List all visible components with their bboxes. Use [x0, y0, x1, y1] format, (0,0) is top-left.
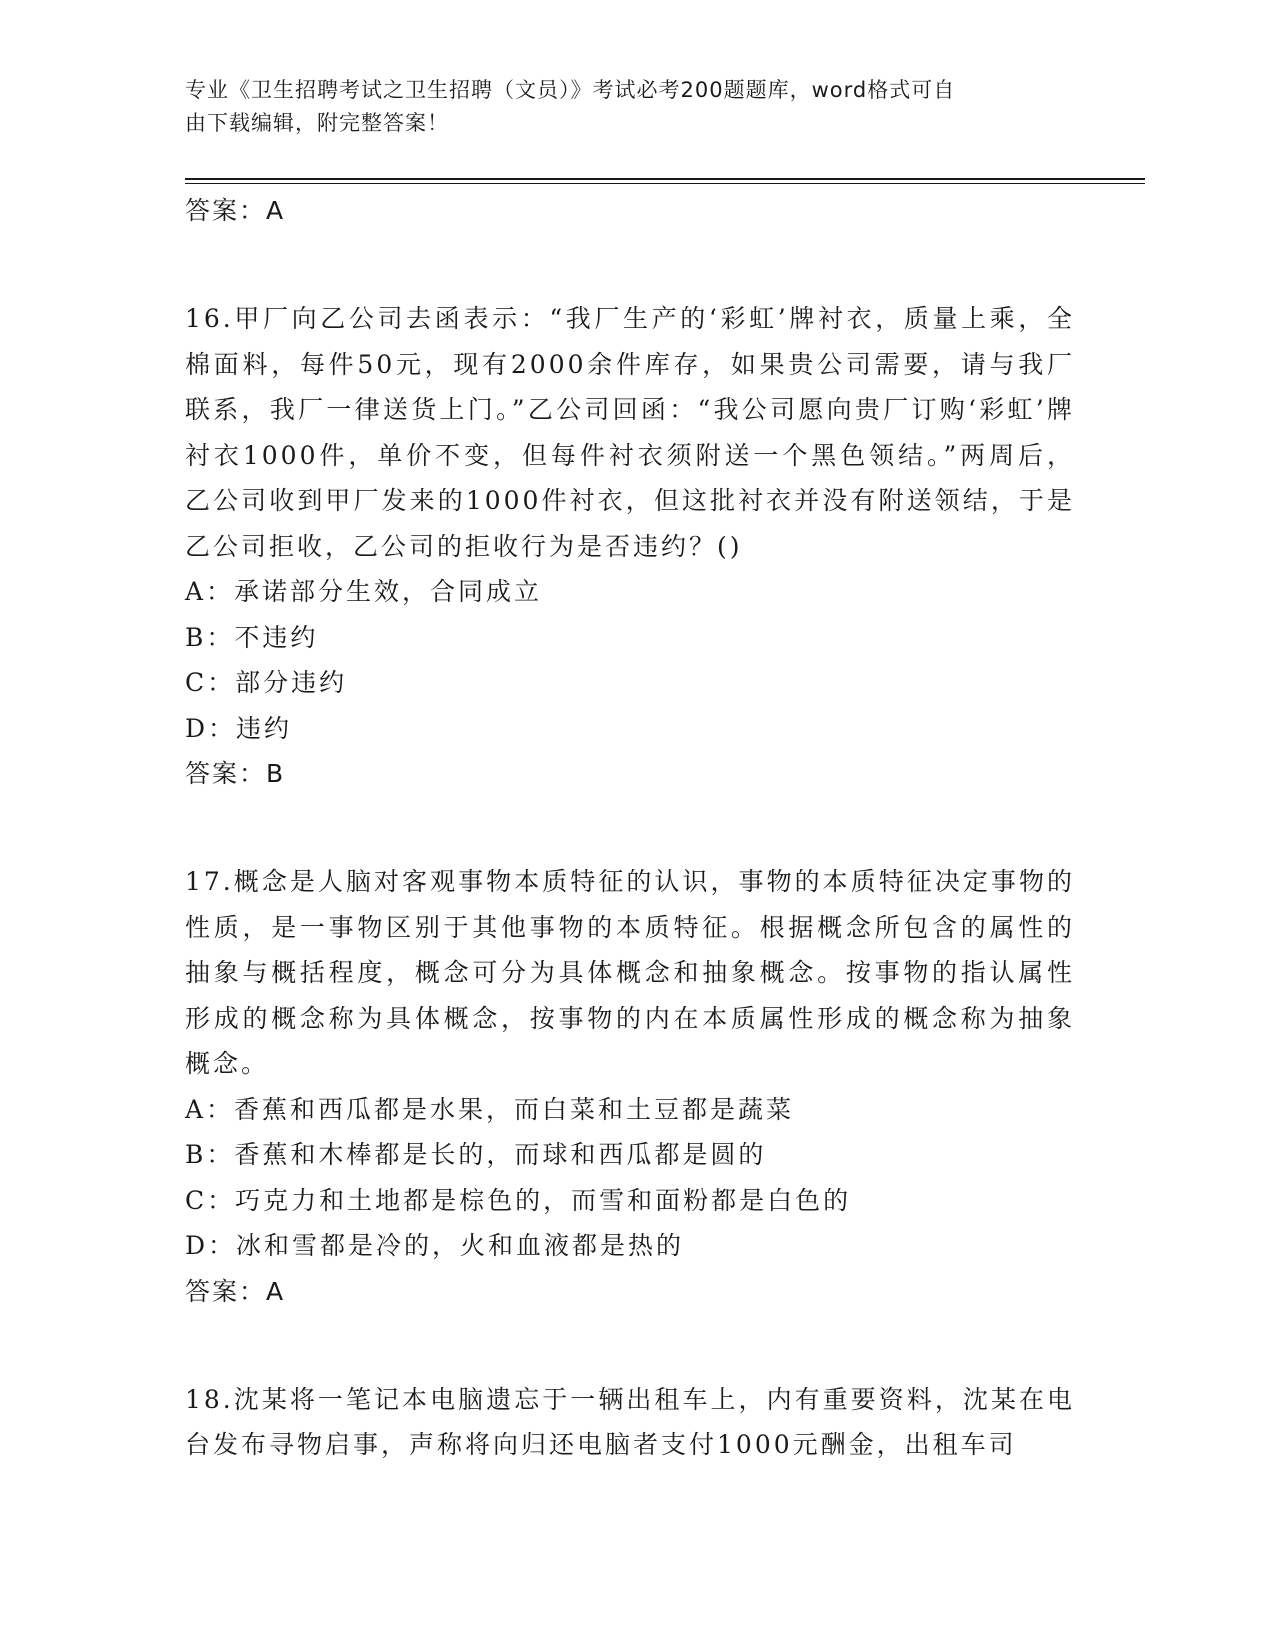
- spacer: [185, 234, 1075, 296]
- header-rule-thin: [185, 183, 1145, 184]
- header-line-1: 专业《卫生招聘考试之卫生招聘（文员）》考试必考200题题库，word格式可自: [185, 78, 956, 102]
- document-header: [185, 74, 1065, 140]
- option-b: B：不违约: [185, 622, 319, 652]
- answer-line: 答案：A: [185, 1276, 286, 1306]
- header-rule-thick: [185, 178, 1145, 180]
- option-a: A：承诺部分生效，合同成立: [185, 577, 543, 606]
- answer-line: 答案：B: [185, 759, 286, 788]
- question-stem: 17.概念是人脑对客观事物本质特征的认识，事物的本质特征决定事物的性质，是一事物区别于其他事物的本质特征。根据概念所包含的属性的抽象与概括程度，概念可分为具体概念和抽象概念。按事物的指认属性形成的概念称为具体概念，按事物的内在本质属性形成的概念称为抽象概念。: [185, 867, 1075, 1078]
- answer-line: 答案：A: [185, 196, 286, 225]
- option-d: D：冰和雪都是冷的，火和血液都是热的: [185, 1231, 685, 1260]
- option-c: C：部分违约: [185, 668, 348, 697]
- spacer: [185, 797, 1075, 859]
- option-a: A：香蕉和西瓜都是水果，而白菜和土豆都是蔬菜: [185, 1094, 795, 1124]
- spacer: [185, 1315, 1075, 1377]
- option-b: B：香蕉和木棒都是长的，而球和西瓜都是圆的: [185, 1140, 767, 1169]
- option-d: D：违约: [185, 713, 293, 743]
- question-list: [185, 188, 1075, 1468]
- question-stem: 16.甲厂向乙公司去函表示：“我厂生产的‘彩虹’牌衬衣，质量上乘，全棉面料，每件50元，现有2000余件库存，如果贵公司需要，请与我厂联系，我厂一律送货上门。”乙公司回函：“我公司愿向贵厂订购‘彩虹’牌衬衣1000件，单价不变，但每件衬衣须附送一个黑色领结。”两周后，乙公司收到甲厂发来的1000件衬衣，但这批衬衣并没有附送领结，于是乙公司拒收，乙公司的拒收行为是否违约？(): [185, 304, 1075, 561]
- header-line-2: 由下载编辑，附完整答案！: [185, 111, 449, 135]
- option-c: C：巧克力和土地都是棕色的，而雪和面粉都是白色的: [185, 1185, 852, 1215]
- question-stem: 18.沈某将一笔记本电脑遗忘于一辆出租车上，内有重要资料，沈某在电台发布寻物启事，声称将向归还电脑者支付1000元酬金，出租车司: [185, 1384, 1075, 1459]
